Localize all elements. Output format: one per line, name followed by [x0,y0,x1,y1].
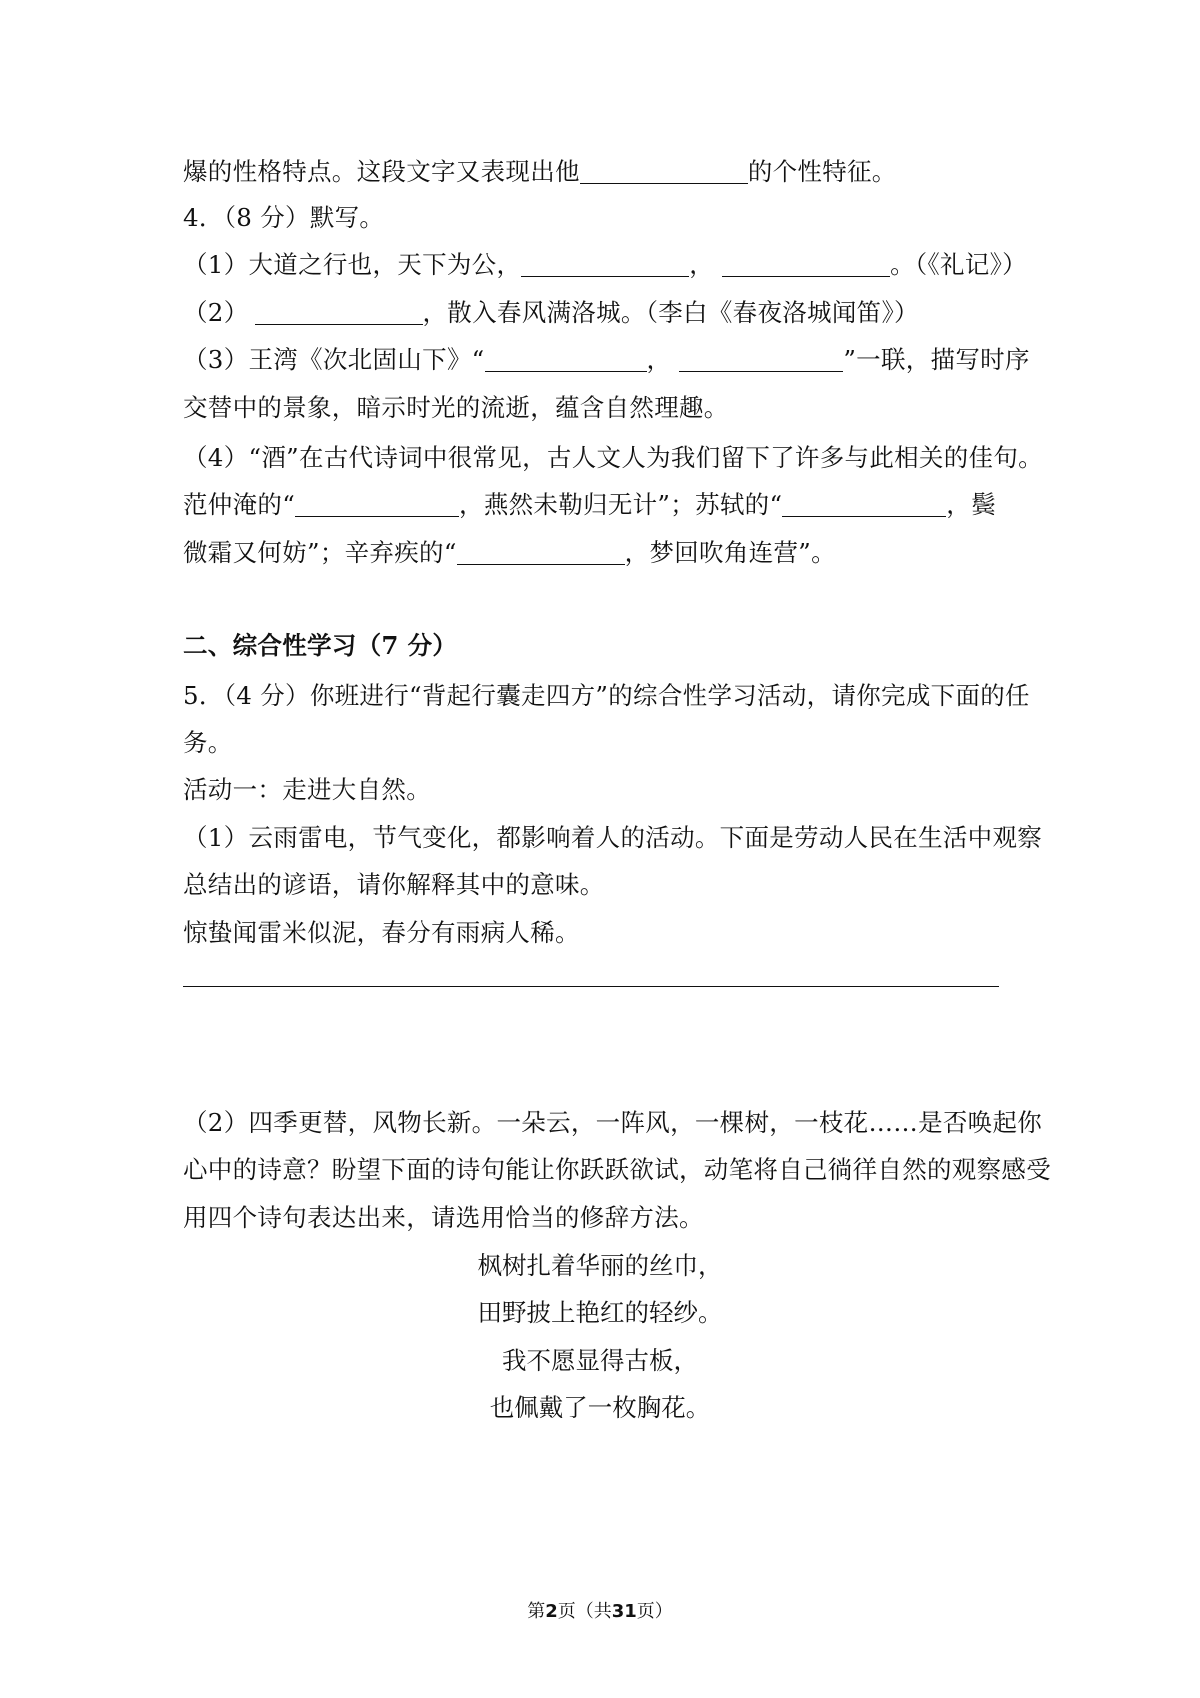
text: 总结出的谚语，请你解释其中的意味。 [183,870,605,899]
answer-blank[interactable] [485,345,647,372]
answer-blank[interactable] [457,538,625,565]
text-line [183,1153,1051,1187]
text: （2） [183,298,249,327]
text: ， [689,250,715,279]
text: （1）云雨雷电，节气变化，都影响着人的活动。下面是劳动人民在生活中观察 [183,823,1043,852]
text: ，梦回吹角连营”。 [624,538,836,567]
text: （3）王湾《次北固山下》“ [183,345,485,374]
text: （2）四季更替，风物长新。一朵云，一阵风，一棵树，一枝花……是否唤起你 [183,1108,1043,1137]
answer-blank[interactable] [255,298,423,325]
answer-blank[interactable] [295,490,459,517]
text-line [183,1201,1033,1235]
answer-blank[interactable] [580,157,748,184]
text: 爆的性格特点。这段文字又表现出他 [183,157,580,186]
text: 务。 [183,728,233,757]
page-total: 31 [611,1601,637,1622]
text: ”一联，描写时序 [843,345,1030,374]
text: 范仲淹的“ [183,490,296,519]
question-5-1 [183,821,1043,855]
question-4-4 [183,441,1043,475]
footer-text: 页） [636,1601,673,1622]
text: ，散入春风满洛城。（李白《春夜洛城闻笛》） [422,298,919,327]
question-4-3 [183,343,1033,377]
section-heading [183,629,1033,663]
text: ，鬓 [946,490,996,519]
text: （4）“酒”在古代诗词中很常见，古人文人为我们留下了许多与此相关的佳句。 [183,443,1043,472]
text: 用四个诗句表达出来，请选用恰当的修辞方法。 [183,1203,704,1232]
page-number: 2 [545,1601,558,1622]
text: ，燕然未勒归无计”；苏轼的“ [459,490,783,519]
question-4-1 [183,248,1033,282]
poem-line: 也佩戴了一枚胸花。 [489,1393,711,1422]
answer-blank[interactable] [679,345,843,372]
text-line [183,391,1033,425]
text: （1）大道之行也，天下为公， [183,250,522,279]
poem-line: 枫树扎着华丽的丝巾， [477,1251,723,1280]
proverb [183,916,1033,950]
text: 5．（4 分）你班进行“背起行囊走四方”的综合性学习活动，请你完成下面的任 [183,681,1030,710]
text-line [183,488,1033,522]
poem-line: 田野披上艳红的轻纱。 [477,1298,723,1327]
text: 的个性特征。 [747,157,897,186]
text-line [183,726,1033,760]
text: 4．（8 分）默写。 [183,203,385,232]
activity-title [183,773,1033,807]
answer-blank[interactable] [782,490,946,517]
text: 活动一：走进大自然。 [183,775,431,804]
poem-line: 我不愿显得古板， [502,1346,698,1375]
question-4-2 [183,296,1033,330]
question-5-title [183,679,1033,713]
question-5-2 [183,1106,1043,1140]
text: 交替中的景象，暗示时光的流逝，蕴含自然理趣。 [183,393,729,422]
text-line [183,536,1033,570]
text-line [183,155,1033,189]
question-4-title [183,201,1033,235]
text: ， [646,345,672,374]
text-line [183,868,1033,902]
text: 微霜又何妨”；辛弃疾的“ [183,538,457,567]
answer-blank[interactable] [722,250,890,277]
text: 二、综合性学习（7 分） [183,631,458,660]
footer-text: 页（共 [557,1601,612,1622]
footer-text: 第 [527,1601,546,1622]
text: 。（《礼记》） [890,250,1027,279]
answer-line[interactable] [183,986,999,987]
text: 心中的诗意？盼望下面的诗句能让你跃跃欲试，动笔将自己徜徉自然的观察感受 [183,1155,1051,1184]
page-footer [0,1600,1200,1624]
answer-blank[interactable] [521,250,689,277]
text: 惊蛰闻雷米似泥，春分有雨病人稀。 [183,918,580,947]
